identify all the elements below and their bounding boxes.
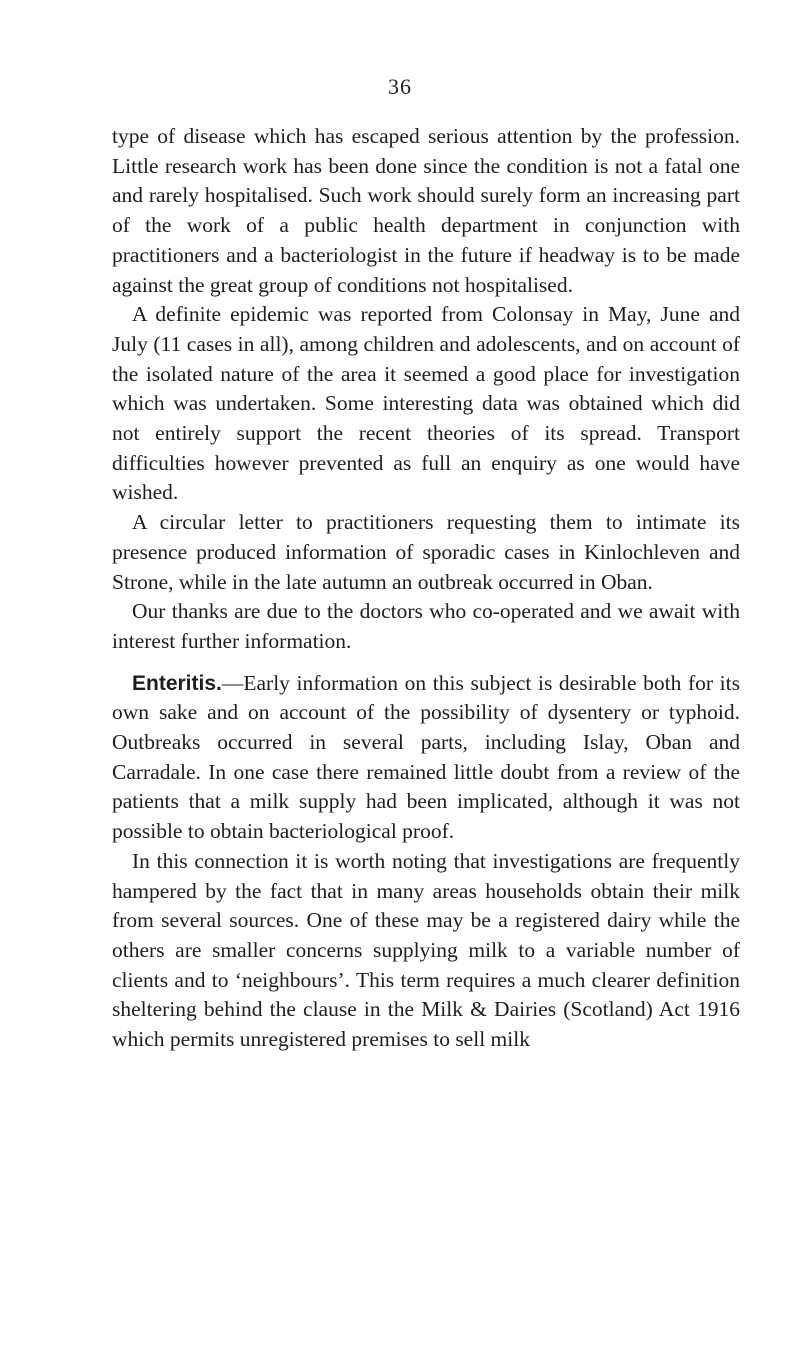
paragraph-enteritis (112, 669, 740, 847)
body-text (112, 122, 740, 1055)
paragraph-colonsay-epidemic: A definite epidemic was reported from Colonsay in May, June and July (11 cases in all), among children and adolescents, and on account of the isolated nature of the area it seemed a good place for investigation which was undertaken. Some interesting data was obtained which did not entirely support the recent theories of its spread. Transport difficulties however prevented as full an enquiry as one would have wished. (112, 302, 740, 505)
paragraph-enteritis-text: —Early information on this subject is desirable both for its own sake and on account of the possibility of dysentery or typhoid. Outbreaks occurred in several parts, including Islay, Oban and Carradale. In one case there remained little doubt from a review of the patients that a milk supply had been implicated, although it was not possible to obtain bacteriological proof. (112, 670, 740, 844)
page-number: 36 (388, 74, 412, 99)
paragraph-milk-sources: In this connection it is worth noting that investigations are frequently hampered by the fact that in many areas households obtain their milk from several sources. One of these may be a registered dairy while the others are smaller concerns supplying milk to a variable number of clients and to ‘neighbours’. This term requires a much clearer definition sheltering behind the clause in the Milk & Dairies (Scotland) Act 1916 which permits unregistered premises to sell milk (112, 848, 740, 1052)
paragraph-circular-letter: A circular letter to practitioners requesting them to intimate its presence produced information of sporadic cases in Kinlochleven and Strone, while in the late autumn an outbreak occurred in Oban. (112, 510, 740, 594)
section-heading-enteritis: Enteritis. (132, 671, 222, 695)
paragraph-disease-continuation: type of disease which has escaped serious attention by the profession. Little research work has been done since the condition is not a fatal one and rarely hospitalised. Such work should surely form an increasing part of the work of a public health department in conjunction with practitioners and a bacteriologist in the future if headway is to be made against the great group of conditions not hospitalised. (112, 124, 740, 297)
paragraph-thanks: Our thanks are due to the doctors who co-operated and we await with interest further information. (112, 599, 740, 653)
